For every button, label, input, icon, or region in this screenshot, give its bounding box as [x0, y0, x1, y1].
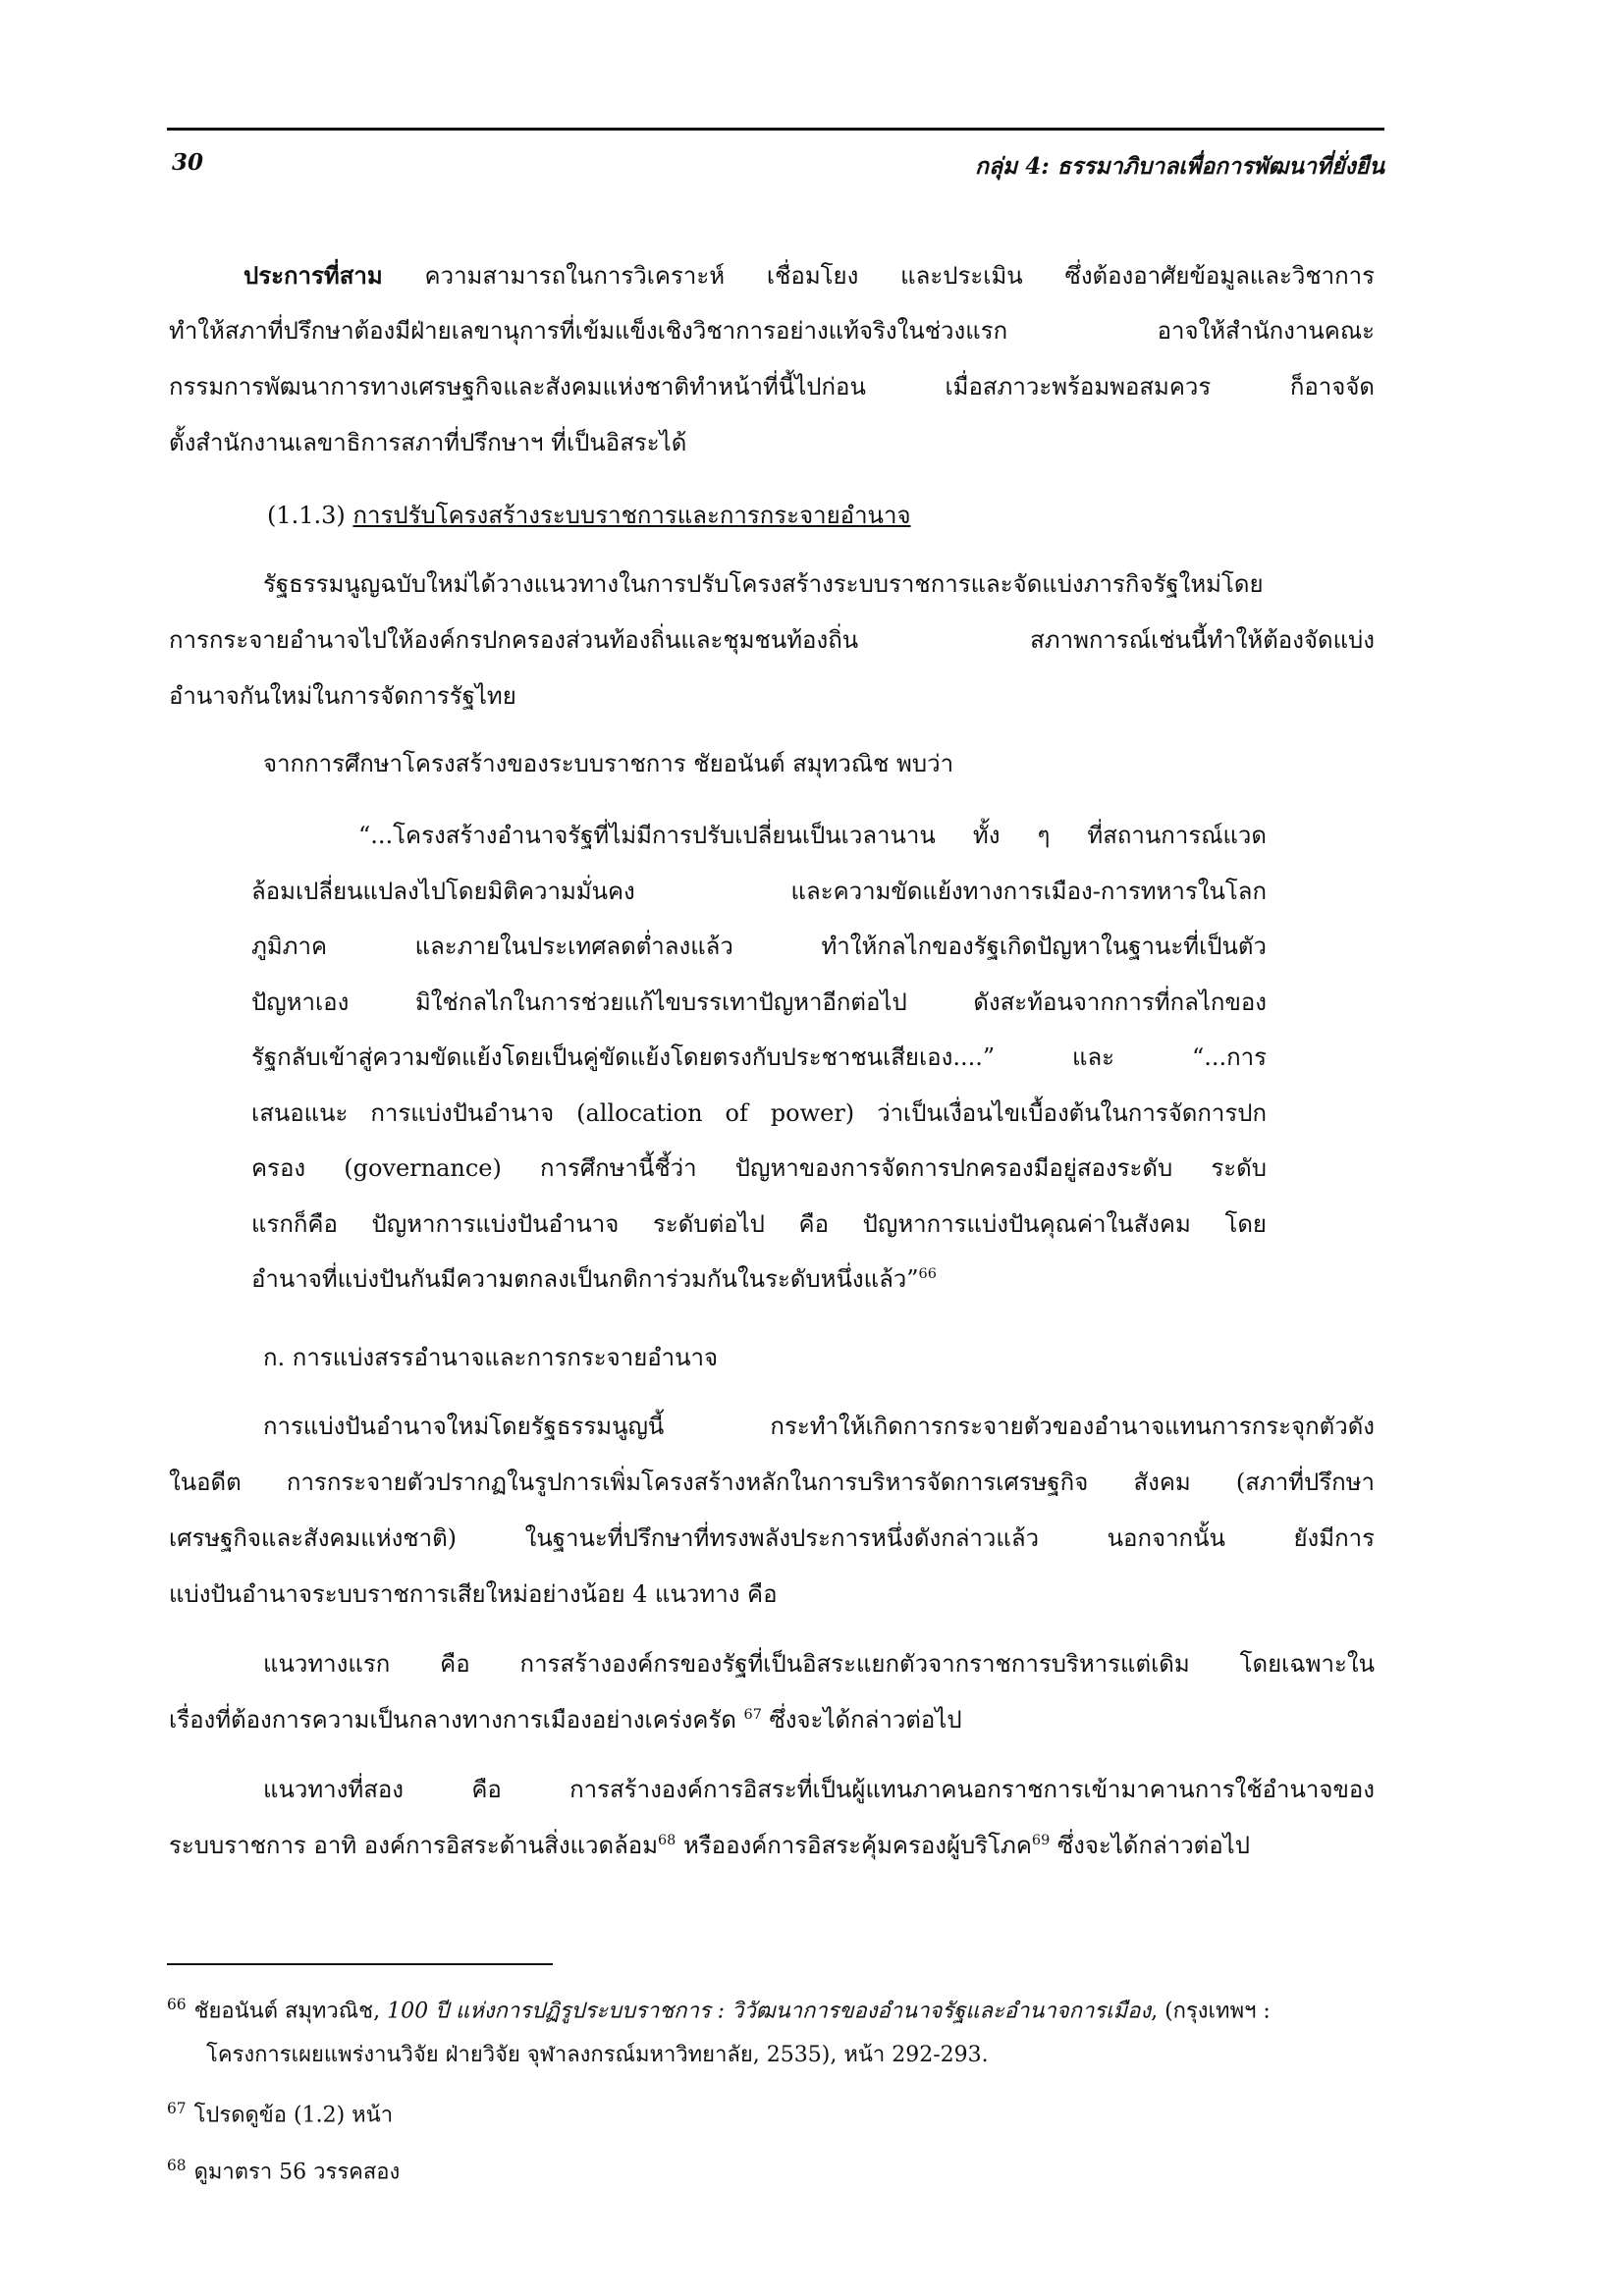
footnote-66-mark: 66	[167, 1996, 187, 2013]
header-rule	[167, 128, 1384, 131]
quote-line-1: “...โครงสร้างอำนาจรัฐที่ไม่มีการปรับเปลี่ยนเป็นเวลานาน ทั้ง ๆ ที่สถานการณ์แวด	[358, 822, 1267, 849]
footnote-ref-66[interactable]: 66	[918, 1266, 937, 1282]
quote-line-3: ภูมิภาค และภายในประเทศลดต่ำลงแล้ว ทำให้กลไกของรัฐเกิดปัญหาในฐานะที่เป็นตัว	[251, 933, 1267, 960]
paragraph-1-lead: ประการที่สาม	[244, 261, 383, 290]
paragraph-2-line-3: อำนาจกันใหม่ในการจัดการรัฐไทย	[169, 682, 516, 710]
paragraph-2-line-1: รัฐธรรมนูญฉบับใหม่ได้วางแนวทางในการปรับโครงสร้างระบบราชการและจัดแบ่งภารกิจรัฐใหม่โดย	[263, 570, 1264, 598]
paragraph-3-line-1: จากการศึกษาโครงสร้างของระบบราชการ ชัยอนันต์ สมุทวณิช พบว่า	[263, 750, 954, 777]
page-number: 30	[172, 149, 204, 176]
paragraph-6-text-a: ระบบราชการ อาทิ องค์การอิสระด้านสิ่งแวดล้อม	[169, 1832, 659, 1859]
paragraph-2-line-2: การกระจายอำนาจไปให้องค์กรปกครองส่วนท้องถิ่นและชุมชนท้องถิ่น สภาพการณ์เช่นนี้ทำให้ต้องจัดแบ่ง	[169, 626, 1375, 654]
quote-line-7: ครอง (governance) การศึกษานี้ชี้ว่า ปัญหาของการจัดการปกครองมีอยู่สองระดับ ระดับ	[251, 1154, 1267, 1182]
quote-line-9	[251, 1264, 937, 1295]
footnote-ref-69[interactable]: 69	[1031, 1833, 1051, 1848]
footnote-rule	[167, 1963, 553, 1965]
quote-line-2: ล้อมเปลี่ยนแปลงไปโดยมิติความมั่นคง และความขัดแย้งทางการเมือง-การทหารในโลก	[251, 878, 1267, 905]
footnote-67-text: โปรดดูข้อ (1.2) หน้า	[193, 2103, 394, 2128]
paragraph-6-text-c: ซึ่งจะได้กล่าวต่อไป	[1050, 1832, 1250, 1859]
paragraph-1-text: ความสามารถในการวิเคราะห์ เชื่อมโยง และประเมิน ซึ่งต้องอาศัยข้อมูลและวิชาการ	[382, 262, 1375, 290]
paragraph-1-line-2: ทำให้สภาที่ปรึกษาต้องมีฝ่ายเลขานุการที่เข้มแข็งเชิงวิชาการอย่างแท้จริงในช่วงแรก อาจให้สำนักงานคณะ	[169, 317, 1375, 345]
paragraph-4-line-4: แบ่งปันอำนาจระบบราชการเสียใหม่อย่างน้อย 4 แนวทาง คือ	[169, 1580, 778, 1608]
quote-line-6: เสนอแนะ การแบ่งปันอำนาจ (allocation of power) ว่าเป็นเงื่อนไขเบื้องต้นในการจัดการปก	[251, 1099, 1267, 1127]
paragraph-1-line-1	[244, 260, 1375, 292]
paragraph-1-line-3: กรรมการพัฒนาการทางเศรษฐกิจและสังคมแห่งชาติทำหน้าที่นี้ไปก่อน เมื่อสภาวะพร้อมพอสมควร ก็อาจจัด	[169, 373, 1375, 400]
quote-line-4: ปัญหาเอง มิใช่กลไกในการช่วยแก้ไขบรรเทาปัญหาอีกต่อไป ดังสะท้อนจากการที่กลไกของ	[251, 988, 1267, 1016]
paragraph-4-line-1: การแบ่งปันอำนาจใหม่โดยรัฐธรรมนูญนี้ กระทำให้เกิดการกระจายตัวของอำนาจแทนการกระจุกตัวดัง	[263, 1413, 1375, 1440]
paragraph-6-line-2	[169, 1831, 1250, 1861]
running-title: กลุ่ม 4: ธรรมาภิบาลเพื่อการพัฒนาที่ยั่งยืน	[975, 153, 1384, 180]
paragraph-5-text-b: ซึ่งจะได้กล่าวต่อไป	[761, 1706, 962, 1734]
footnote-66	[167, 1995, 1271, 2026]
footnote-68-mark: 68	[167, 2157, 187, 2174]
paragraph-4-line-2: ในอดีต การกระจายตัวปรากฏในรูปการเพิ่มโครงสร้างหลักในการบริหารจัดการเศรษฐกิจ สังคม (สภาที่ปรึกษา	[169, 1468, 1375, 1496]
footnote-66-line-2: โครงการเผยแพร่งานวิจัย ฝ่ายวิจัย จุฬาลงกรณ์มหาวิทยาลัย, 2535), หน้า 292-293.	[206, 2043, 989, 2067]
quote-line-8: แรกก็คือ ปัญหาการแบ่งปันอำนาจ ระดับต่อไป คือ ปัญหาการแบ่งปันคุณค่าในสังคม โดย	[251, 1210, 1267, 1238]
paragraph-5-line-1: แนวทางแรก คือ การสร้างองค์กรของรัฐที่เป็นอิสระแยกตัวจากราชการบริหารแต่เดิม โดยเฉพาะใน	[263, 1650, 1375, 1678]
footnote-66-publisher: , (กรุงเทพฯ :	[1151, 1999, 1271, 2024]
footnote-67-mark: 67	[167, 2100, 187, 2117]
section-number: (1.1.3)	[267, 502, 346, 529]
footnote-66-author: ชัยอนันต์ สมุทวณิช,	[193, 1999, 388, 2024]
paragraph-4-line-3: เศรษฐกิจและสังคมแห่งชาติ) ในฐานะที่ปรึกษาที่ทรงพลังประการหนึ่งดังกล่าวแล้ว นอกจากนั้น ยังมีการ	[169, 1524, 1375, 1552]
section-heading	[267, 501, 911, 531]
quote-line-9-text: อำนาจที่แบ่งปันกันมีความตกลงเป็นกติการ่วมกันในระดับหนึ่งแล้ว”	[251, 1265, 919, 1293]
section-title: การปรับโครงสร้างระบบราชการและการกระจายอำนาจ	[352, 502, 911, 529]
page-header	[167, 128, 1384, 187]
footnote-68-text: ดูมาตรา 56 วรรคสอง	[193, 2160, 401, 2185]
footnote-68	[167, 2156, 400, 2187]
subsection-heading: ก. การแบ่งสรรอำนาจและการกระจายอำนาจ	[263, 1344, 719, 1371]
quote-line-5: รัฐกลับเข้าสู่ความขัดแย้งโดยเป็นคู่ขัดแย้งโดยตรงกับประชาชนเสียเอง....” และ “...การ	[251, 1043, 1267, 1071]
footnote-67	[167, 2099, 393, 2130]
paragraph-1-line-4: ตั้งสำนักงานเลขาธิการสภาที่ปรึกษาฯ ที่เป็นอิสระได้	[169, 429, 687, 456]
paragraph-5-text-a: เรื่องที่ต้องการความเป็นกลางทางการเมืองอย่างเคร่งครัด	[169, 1706, 744, 1734]
paragraph-6-line-1: แนวทางที่สอง คือ การสร้างองค์การอิสระที่เป็นผู้แทนภาคนอกราชการเข้ามาคานการใช้อำนาจของ	[263, 1776, 1375, 1803]
paragraph-6-text-b: หรือองค์การอิสระคุ้มครองผู้บริโภค	[676, 1832, 1032, 1859]
footnote-66-title: 100 ปี แห่งการปฏิรูประบบราชการ : วิวัฒนาการของอำนาจรัฐและอำนาจการเมือง	[387, 1999, 1152, 2024]
footnote-ref-67[interactable]: 67	[743, 1707, 762, 1723]
paragraph-5-line-2	[169, 1705, 962, 1735]
footnote-ref-68[interactable]: 68	[658, 1833, 677, 1848]
